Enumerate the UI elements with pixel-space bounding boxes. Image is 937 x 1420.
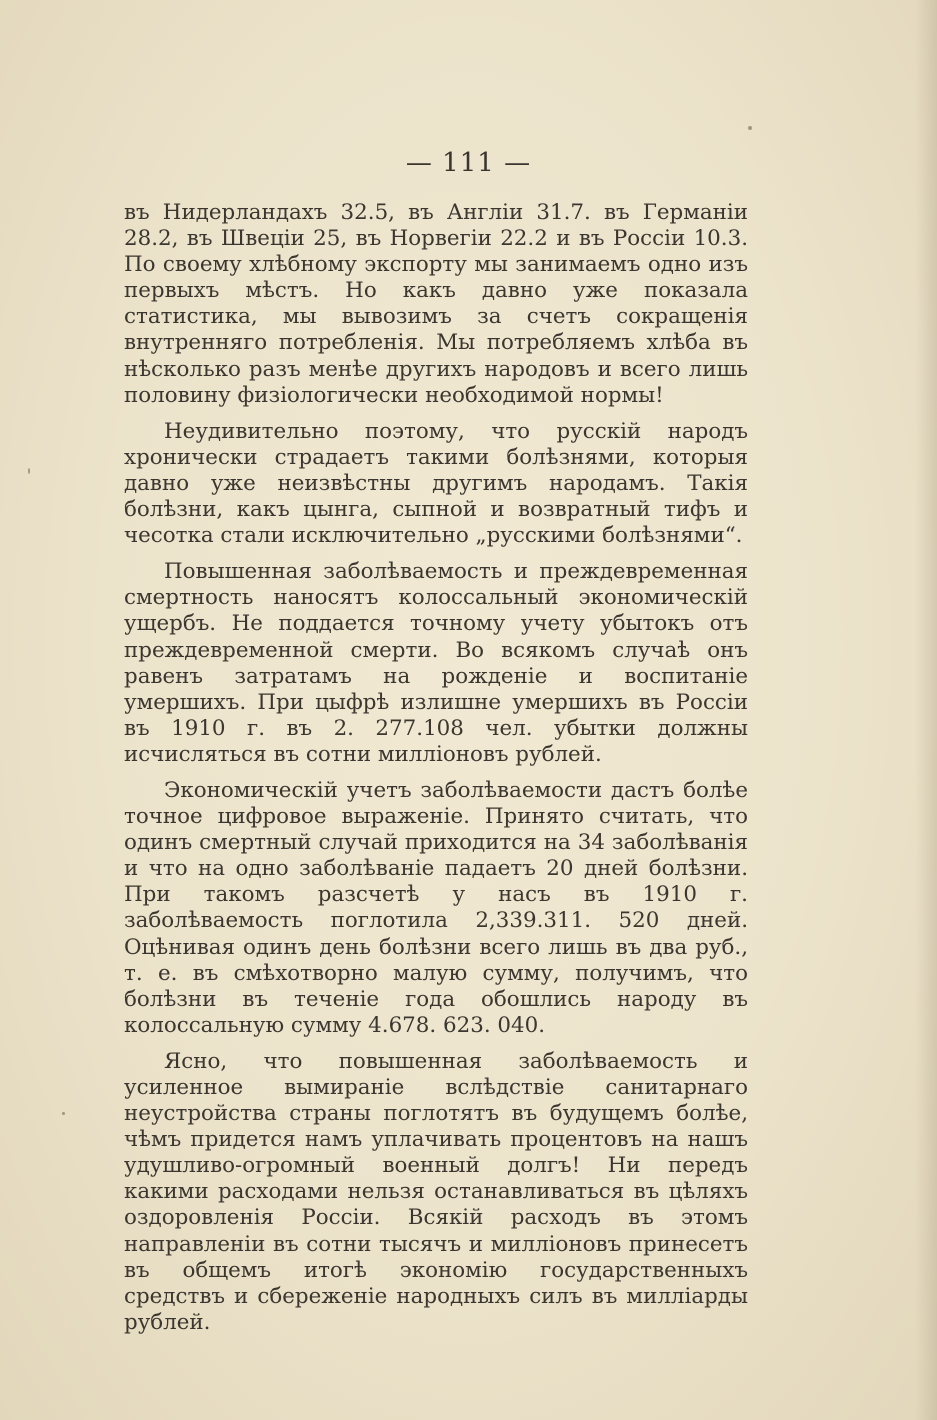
paragraph-5: Ясно, что повышенная заболѣваемость и усиленное вымираніе вслѣдствіе санитарнаго неустройства страны поглотятъ въ будущемъ болѣе, чѣмъ придется намъ уплачивать процентовъ на нашъ удушливо-огромный военный долгъ! Ни передъ какими расходами нельзя останавливаться въ цѣляхъ оздоровленія Россіи. Всякій расходъ въ этомъ направленіи въ сотни тысячъ и милліоновъ принесетъ въ общемъ итогѣ экономію государственныхъ средствъ и сбереженіе народныхъ силъ въ милліарды рублей. <box>124 1048 748 1335</box>
paper-speck <box>748 126 752 130</box>
paragraph-2: Неудивительно поэтому, что русскій народъ хронически страдаетъ такими болѣзнями, которыя давно уже неизвѣстны другимъ народамъ. Такія болѣзни, какъ цынга, сыпной и возвратный тифъ и чесотка стали исключительно „русскими болѣзнями“. <box>124 418 748 549</box>
body-text <box>124 200 748 1346</box>
paragraph-4: Экономическій учетъ заболѣваемости дастъ болѣе точное цифровое выраженіе. Принято считать, что одинъ смертный случай приходится на 34 заболѣванія и что на одно заболѣваніе падаетъ 20 дней болѣзни. При такомъ разсчетѣ у насъ въ 1910 г. заболѣваемость поглотила 2,339.311. 520 дней. Оцѣнивая одинъ день болѣзни всего лишь въ два руб., т. е. въ смѣхотворно малую сумму, получимъ, что болѣзни въ теченіе года обошлись народу въ колоссальную сумму 4.678. 623. 040. <box>124 777 748 1038</box>
paragraph-3: Повышенная заболѣваемость и преждевременная смертность наносятъ колоссальный экономическій ущербъ. Не поддается точному учету убытокъ отъ преждевременной смерти. Во всякомъ случаѣ онъ равенъ затратамъ на рожденіе и воспитаніе умершихъ. При цыфрѣ излишне умершихъ въ Россіи въ 1910 г. въ 2. 277.108 чел. убытки должны исчисляться въ сотни милліоновъ рублей. <box>124 559 748 767</box>
paper-speck <box>62 1112 65 1115</box>
paragraph-1: въ Нидерландахъ 32.5, въ Англіи 31.7. въ Германіи 28.2, въ Швеціи 25, въ Норвегіи 22.2 и въ Россіи 10.3. По своему хлѣбному экспорту мы занимаемъ одно изъ первыхъ мѣстъ. Но какъ давно уже показала статистика, мы вывозимъ за счетъ сокращенія внутренняго потребленія. Мы потребляемъ хлѣба въ нѣсколько разъ менѣе другихъ народовъ и всего лишь половину физіологически необходимой нормы! <box>124 200 748 408</box>
page-number: — 111 — <box>405 148 532 178</box>
paper-speck <box>28 468 30 474</box>
page-edge-shadow <box>915 0 937 1420</box>
